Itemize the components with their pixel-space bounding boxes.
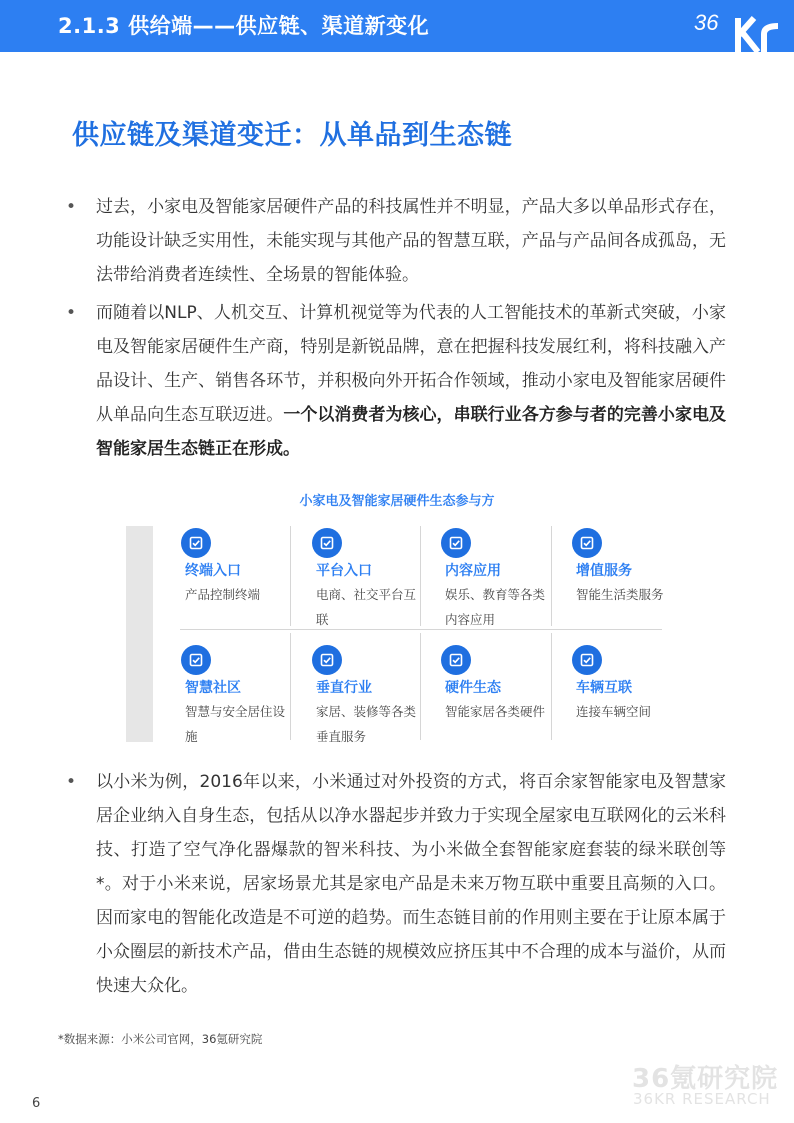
diagram-side-bar	[126, 526, 153, 742]
36kr-logo	[692, 0, 794, 52]
bullet-emphasis: 一个以消费者为核心，串联行业各方参与者的完善小家电及智能家居生态链正在形成。	[96, 405, 727, 459]
cell-title: 终端入口	[185, 563, 241, 579]
check-square-icon	[312, 645, 342, 675]
cell-description: 连接车辆空间	[576, 704, 652, 719]
cell-description: 智能家居各类硬件	[445, 704, 546, 719]
cell-description: 家居、装修等各类垂直服务	[316, 704, 417, 744]
page-number: 6	[32, 1096, 41, 1111]
bullet-item	[96, 765, 726, 1003]
check-square-icon	[181, 645, 211, 675]
cell-title: 增值服务	[576, 563, 632, 579]
cell-description: 智慧与安全居住设施	[185, 704, 286, 744]
cell-title: 平台入口	[316, 563, 372, 579]
diagram-title: 小家电及智能家居硬件生态参与方	[299, 494, 495, 509]
cell-description: 产品控制终端	[185, 587, 261, 602]
divider	[420, 526, 421, 626]
watermark-cn: 36氪研究院	[632, 1064, 779, 1094]
cell-title: 车辆互联	[576, 680, 632, 696]
cell-description: 电商、社交平台互联	[316, 587, 417, 627]
cell-title: 垂直行业	[316, 680, 372, 696]
page-title: 供应链及渠道变迁：从单品到生态链	[72, 120, 512, 151]
cell-title: 内容应用	[445, 563, 501, 579]
check-square-icon	[181, 528, 211, 558]
divider	[290, 633, 291, 740]
section-title: 2.1.3 供给端——供应链、渠道新变化	[58, 14, 430, 38]
watermark-en: 36KR RESEARCH	[633, 1090, 771, 1108]
divider	[420, 633, 421, 740]
svg-text:36: 36	[694, 10, 719, 35]
cell-title: 硬件生态	[445, 680, 501, 696]
bullet-text: 以小米为例，2016年以来，小米通过对外投资的方式，将百余家智能家电及智慧家居企业纳入自身生态，包括从以净水器起步并致力于实现全屋家电互联网化的云米科技、打造了空气净化器爆款的智米科技、为小米做全套智能家庭套装的绿米联创等*。对于小米来说，居家场景尤其是家电产品是未来万物互联中重要且高频的入口。因而家电的智能化改造是不可逆的趋势。而生态链目前的作用则主要在于让原本属于小众圈层的新技术产品，借由生态链的规模效应挤压其中不合理的成本与溢价，从而快速大众化。	[96, 772, 726, 996]
check-square-icon	[441, 528, 471, 558]
cell-title: 智慧社区	[185, 680, 241, 696]
bullet-item	[96, 296, 726, 466]
divider	[180, 629, 662, 630]
bullet-item	[96, 190, 726, 292]
divider	[290, 526, 291, 626]
source-note: *数据来源：小米公司官网，36氪研究院	[58, 1032, 263, 1046]
bullet-text: 过去，小家电及智能家居硬件产品的科技属性并不明显，产品大多以单品形式存在，功能设计缺乏实用性，未能实现与其他产品的智慧互联，产品与产品间各成孤岛，无法带给消费者连续性、全场景的智能体验。	[96, 197, 726, 285]
bullet-text: 而随着以NLP、人机交互、计算机视觉等为代表的人工智能技术的革新式突破，小家电及智能家居硬件生产商，特别是新锐品牌，意在把握科技发展红利，将科技融入产品设计、生产、销售各环节，并积极向外开拓合作领域，推动小家电及智能家居硬件从单品向生态互联迈进。	[96, 303, 726, 425]
cell-description: 娱乐、教育等各类内容应用	[445, 587, 546, 627]
divider	[551, 633, 552, 740]
check-square-icon	[572, 528, 602, 558]
cell-description: 智能生活类服务	[576, 587, 664, 602]
divider	[551, 526, 552, 626]
header-bar	[0, 0, 794, 52]
check-square-icon	[441, 645, 471, 675]
check-square-icon	[312, 528, 342, 558]
check-square-icon	[572, 645, 602, 675]
